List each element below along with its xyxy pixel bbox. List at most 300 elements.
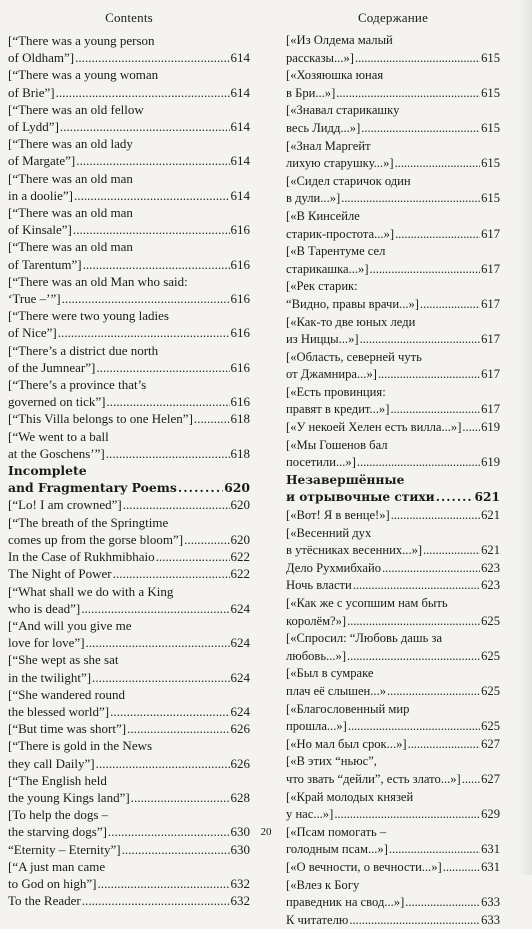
entry-title-line: [«Как же с усопшим нам быть	[286, 596, 448, 610]
entry-title-last-line	[286, 912, 500, 929]
entry-title-line: [«Влез к Богу	[286, 877, 360, 892]
entry-page-number: 616	[230, 325, 250, 341]
entry-title-text: старик-простота...»]	[286, 226, 395, 241]
entry-page-number: 631	[481, 842, 500, 857]
dot-leader	[349, 912, 480, 929]
entry-page-number: 616	[230, 222, 250, 238]
toc-entry	[8, 376, 250, 410]
toc-entry	[8, 135, 250, 169]
page-edge-shadow	[518, 0, 532, 875]
entry-title-last-line	[8, 634, 250, 651]
dot-leader	[336, 85, 480, 103]
entry-title-text: In the Case of Rukhmibhaio	[8, 549, 155, 565]
entry-title-text: в Бри...»]	[286, 85, 336, 100]
entry-title-text: голодным псам...»]	[286, 842, 388, 857]
toc-entry	[286, 384, 500, 419]
entry-title-last-line	[8, 359, 250, 376]
entry-title-last-line	[8, 118, 250, 135]
toc-entry	[286, 102, 500, 137]
dot-leader	[82, 892, 230, 909]
toc-entry	[8, 273, 250, 307]
entry-title-line: [“There was a young woman	[8, 67, 159, 83]
entry-title-last-line	[8, 221, 250, 238]
entry-title-line: [«Есть провинция:	[286, 384, 386, 399]
entry-title-line: [«Благословенный мир	[286, 701, 410, 716]
entry-title-line: [«Край молодых князей	[286, 789, 414, 804]
entry-title-line: [«Из Олдема малый	[286, 33, 393, 47]
entry-page-number: 630	[230, 824, 250, 840]
entry-title-line: [«Знавал старикашку	[286, 103, 400, 118]
entry-title-last-line	[8, 789, 250, 806]
dot-leader	[462, 419, 480, 437]
entry-page-number: 625	[481, 648, 500, 663]
entry-title-text: [“This Villa belongs to one Helen”]	[8, 411, 193, 427]
entry-title-line: [«Хозяюшка юная	[286, 68, 384, 83]
toc-entry	[286, 138, 500, 173]
entry-title-text: любовь...»]	[286, 648, 347, 663]
entry-title-last-line	[286, 454, 500, 472]
entry-page-number: 625	[481, 683, 500, 698]
dot-leader	[378, 366, 480, 384]
entry-page-number: 625	[481, 719, 500, 734]
entry-title-last-line	[8, 548, 250, 565]
entry-title-line: [«Весенний дух	[286, 525, 372, 540]
entry-page-number: 624	[230, 703, 250, 719]
dot-leader	[389, 841, 480, 859]
entry-title-last-line	[8, 290, 250, 307]
dot-leader	[443, 859, 480, 877]
entry-title-last-line	[286, 648, 500, 666]
entry-title-last-line	[286, 85, 500, 103]
entry-page-number: 617	[481, 332, 500, 347]
dot-leader	[110, 703, 229, 720]
entry-page-number: 627	[481, 736, 500, 751]
entry-title-text: of Oldham”]	[8, 50, 75, 66]
entry-page-number: 619	[481, 420, 500, 435]
toc-entries	[8, 32, 250, 909]
entry-page-number: 633	[481, 895, 500, 910]
dot-leader	[370, 261, 481, 279]
entry-title-text: прошла...»]	[286, 719, 347, 734]
dot-leader	[391, 507, 480, 525]
entry-title-text: The Night of Power	[8, 566, 112, 582]
entry-page-number: 614	[230, 50, 250, 66]
entry-title-last-line	[8, 445, 250, 462]
entry-title-line: [“And will you give me	[8, 617, 132, 633]
entry-title-text: of Lydd”]	[8, 119, 59, 135]
toc-entry	[286, 877, 500, 912]
entry-title-last-line	[8, 669, 250, 686]
dot-leader	[106, 445, 230, 462]
entry-title-text: of Brie”]	[8, 84, 55, 100]
entry-title-last-line	[286, 577, 500, 595]
dot-leader	[347, 648, 480, 666]
entry-title-last-line	[286, 155, 500, 173]
entry-title-text: and Fragmentary Poems	[8, 480, 177, 496]
entry-title-line: [“A just man came	[8, 858, 106, 874]
entry-title-text: посетили...»]	[286, 455, 356, 470]
toc-entry	[8, 204, 250, 238]
dot-leader	[405, 894, 480, 912]
dot-leader	[184, 531, 229, 548]
entry-title-text: of Tarentum”]	[8, 256, 82, 272]
entry-page-number: 621	[474, 490, 500, 505]
toc-entry	[8, 342, 250, 376]
entry-title-text: плач её слышен...»	[286, 683, 387, 698]
entry-title-last-line	[286, 401, 500, 419]
entry-title-line: [“She wandered round	[8, 686, 125, 702]
dot-leader	[353, 577, 480, 595]
dot-leader	[97, 875, 229, 892]
entry-page-number: 616	[230, 291, 250, 307]
entry-page-number: 633	[481, 912, 500, 927]
entry-title-line: [«Спросил: “Любовь дашь за	[286, 631, 443, 646]
dot-leader	[436, 489, 474, 507]
entry-page-number: 632	[230, 875, 250, 891]
entry-page-number: 624	[230, 635, 250, 651]
entry-title-line: [“The English held	[8, 772, 107, 788]
entry-title-line: [«Мы Гошенов бал	[286, 437, 388, 452]
entry-title-text: who is dead”]	[8, 600, 81, 616]
entry-title-text: Ночь власти	[286, 578, 352, 593]
entry-title-text: королём?»]	[286, 613, 347, 628]
entry-title-line: [“There’s a district due north	[8, 342, 159, 358]
entry-title-line: [“There was a young person	[8, 33, 155, 48]
toc-entry	[286, 278, 500, 313]
toc-entry	[8, 686, 250, 720]
toc-entry	[286, 912, 500, 929]
entry-title-last-line	[286, 613, 500, 631]
entry-title-line: [«В этих “ньюс”,	[286, 754, 377, 769]
toc-entry	[286, 701, 500, 736]
entry-page-number: 614	[230, 187, 250, 203]
entry-title-line: [“There’s a province that’s	[8, 377, 147, 393]
dot-leader	[73, 221, 230, 238]
entry-title-text: “Eternity – Eternity”]	[8, 841, 121, 857]
entry-title-text: of the Jumnear”]	[8, 359, 96, 375]
entry-title-line: [“There is gold in the News	[8, 738, 153, 754]
column-title: Contents	[105, 10, 153, 25]
entry-title-line: [“There was an old man	[8, 170, 133, 186]
entry-page-number: 629	[481, 807, 500, 822]
toc-entry	[286, 665, 500, 700]
toc-entry	[286, 630, 500, 665]
entry-title-last-line	[8, 410, 250, 427]
entry-title-last-line	[286, 560, 500, 578]
entry-title-line: [“The breath of the Springtime	[8, 514, 169, 530]
entry-title-text: [«Вот! Я в венце!»]	[286, 508, 390, 523]
entry-title-line: [«Как-то две юных леди	[286, 314, 416, 329]
toc-entry	[8, 428, 250, 462]
entry-title-line: [“There was an old man	[8, 205, 133, 221]
toc-entry	[286, 419, 500, 437]
entry-title-text: в дули...»]	[286, 191, 341, 206]
entry-title-text: [«О вечности, о вечности...»]	[286, 859, 442, 874]
dot-leader	[355, 50, 480, 68]
toc-entry	[286, 525, 500, 560]
toc-entry	[8, 496, 250, 513]
entry-page-number: 622	[230, 549, 250, 565]
entry-page-number: 623	[481, 578, 500, 593]
dot-leader	[131, 789, 230, 806]
entry-title-last-line	[286, 718, 500, 736]
entry-title-text: “Видно, правы врачи...»]	[286, 296, 419, 311]
dot-leader	[395, 226, 480, 244]
entry-title-last-line	[8, 479, 250, 496]
dot-leader	[357, 454, 480, 472]
dot-leader	[83, 256, 230, 273]
entry-page-number: 615	[481, 120, 500, 135]
toc-entry	[8, 720, 250, 737]
entry-title-last-line	[8, 875, 250, 892]
entry-title-last-line	[8, 496, 250, 513]
entry-page-number: 617	[481, 367, 500, 382]
toc-section-heading	[286, 472, 500, 507]
entry-title-line: [“There was an old fellow	[8, 101, 144, 117]
toc-entry	[286, 437, 500, 472]
dot-leader	[348, 718, 480, 736]
toc-entry	[286, 859, 500, 877]
dot-leader	[60, 118, 230, 135]
dot-leader	[178, 479, 223, 496]
entry-page-number: 615	[481, 156, 500, 171]
entry-title-last-line	[286, 507, 500, 525]
entry-title-text: правят в кредит...»]	[286, 402, 390, 417]
entry-title-last-line	[286, 542, 500, 560]
entry-title-last-line	[8, 892, 250, 909]
toc-entry	[8, 514, 250, 548]
entry-title-text: ‘True –’”]	[8, 291, 61, 307]
entry-title-line: [«Знал Маргейт	[286, 138, 371, 153]
entry-page-number: 617	[481, 402, 500, 417]
entry-title-text: К читателю	[286, 912, 349, 927]
entry-title-line: [“She wept as she sat	[8, 652, 119, 668]
toc-entries	[286, 32, 500, 929]
dot-leader	[382, 560, 480, 578]
entry-title-text: Дело Рухмибхайо	[286, 560, 382, 575]
dot-leader	[395, 155, 481, 173]
toc-entry	[286, 507, 500, 525]
entry-title-text: of Margate”]	[8, 153, 76, 169]
entry-title-last-line	[286, 190, 500, 208]
dot-leader	[390, 401, 480, 419]
dot-leader	[156, 548, 230, 565]
entry-title-text: [«У некоей Хелен есть вилла...»]	[286, 420, 462, 435]
page-number: 20	[260, 826, 272, 838]
contents-column-english	[8, 10, 250, 909]
dot-leader	[81, 600, 229, 617]
entry-title-text: [“But time was short”]	[8, 721, 127, 737]
entry-page-number: 624	[230, 669, 250, 685]
entry-title-line: [“What shall we do with a King	[8, 583, 174, 599]
entry-title-line: [«Сидел старичок один	[286, 173, 411, 188]
entry-title-text: to God on high”]	[8, 875, 97, 891]
column-title: Содержание	[357, 10, 429, 25]
entry-title-text: of Kinsale”]	[8, 222, 72, 238]
entry-page-number: 617	[481, 296, 500, 311]
entry-title-last-line	[8, 152, 250, 169]
entry-page-number: 628	[230, 789, 250, 805]
dot-leader	[194, 410, 230, 427]
entry-title-line: [«Псам помогать –	[286, 824, 387, 839]
entry-title-text: лихую старушку...»]	[286, 156, 394, 171]
toc-entry	[286, 560, 500, 578]
entry-title-text: у нас...»]	[286, 807, 334, 822]
toc-entry	[286, 753, 500, 788]
entry-page-number: 626	[230, 721, 250, 737]
entry-page-number: 616	[230, 256, 250, 272]
dot-leader	[76, 152, 229, 169]
entry-title-last-line	[286, 331, 500, 349]
dot-leader	[123, 496, 230, 513]
dot-leader	[58, 324, 230, 341]
entry-page-number: 624	[230, 600, 250, 616]
entry-page-number: 617	[481, 226, 500, 241]
dot-leader	[122, 841, 230, 858]
entry-title-last-line	[8, 841, 250, 858]
entry-title-last-line	[286, 261, 500, 279]
entry-title-text: at the Goschens’”]	[8, 445, 105, 461]
entry-page-number: 614	[230, 119, 250, 135]
entry-page-number: 620	[230, 531, 250, 547]
entry-title-text: the young Kings land”]	[8, 789, 130, 805]
entry-title-text: и отрывочные стихи	[286, 490, 435, 505]
toc-entry	[8, 548, 250, 565]
toc-entry	[8, 307, 250, 341]
toc-entry	[286, 789, 500, 824]
entry-page-number: 627	[481, 771, 500, 786]
dot-leader	[113, 565, 230, 582]
toc-entry	[8, 651, 250, 685]
toc-entry	[286, 32, 500, 67]
dot-leader	[420, 296, 480, 314]
entry-title-line: Незавершённые	[286, 472, 405, 487]
entry-title-text: in the twilight”]	[8, 669, 92, 685]
entry-title-text: из Ниццы...»]	[286, 332, 359, 347]
entry-title-line: [“There was an old man	[8, 239, 133, 255]
entry-title-last-line	[8, 187, 250, 204]
entry-title-last-line	[8, 84, 250, 101]
entry-title-line: [«Область, северней чуть	[286, 349, 422, 364]
dot-leader	[334, 806, 480, 824]
toc-entry	[8, 617, 250, 651]
toc-entry	[8, 101, 250, 135]
dot-leader	[86, 634, 230, 651]
dot-leader	[387, 683, 480, 701]
toc-entry	[8, 772, 250, 806]
toc-entry	[8, 892, 250, 909]
entry-page-number: 630	[230, 841, 250, 857]
entry-title-text: [“Lo! I am crowned”]	[8, 497, 122, 513]
entry-page-number: 622	[230, 566, 250, 582]
entry-title-text: старикашка...»]	[286, 261, 369, 276]
entry-title-text: they call Daily”]	[8, 755, 95, 771]
contents-column-russian	[286, 10, 500, 929]
entry-title-line: [“There were two young ladies	[8, 308, 169, 324]
entry-page-number: 620	[230, 497, 250, 513]
entry-title-last-line	[286, 806, 500, 824]
entry-title-last-line	[286, 120, 500, 138]
entry-title-text: love for love”]	[8, 635, 85, 651]
toc-entry	[8, 170, 250, 204]
dot-leader	[106, 393, 229, 410]
entry-title-line: [«Рек старик:	[286, 279, 358, 294]
dot-leader	[75, 49, 229, 66]
toc-entry	[286, 595, 500, 630]
entry-page-number: 620	[224, 480, 250, 496]
entry-title-text: To the Reader	[8, 893, 81, 909]
entry-title-text: рассказы...»]	[286, 50, 354, 65]
toc-entry	[286, 67, 500, 102]
entry-title-last-line	[8, 720, 250, 737]
entry-page-number: 614	[230, 84, 250, 100]
toc-entry	[8, 583, 250, 617]
dot-leader	[462, 771, 480, 789]
entry-page-number: 615	[481, 191, 500, 206]
toc-entry	[8, 410, 250, 427]
entry-page-number: 615	[481, 85, 500, 100]
entry-page-number: 617	[481, 261, 500, 276]
entry-title-last-line	[8, 565, 250, 582]
entry-page-number: 616	[230, 394, 250, 410]
toc-entry	[286, 314, 500, 349]
dot-leader	[92, 669, 229, 686]
entry-title-last-line	[286, 296, 500, 314]
dot-leader	[74, 187, 230, 204]
entry-page-number: 615	[481, 50, 500, 65]
toc-entry	[8, 238, 250, 272]
entry-title-last-line	[8, 600, 250, 617]
entry-title-text: весь Лидд...»]	[286, 120, 361, 135]
entry-title-last-line	[286, 771, 500, 789]
entry-page-number: 618	[230, 445, 250, 461]
entry-title-text: [«Но мал был срок...»]	[286, 736, 407, 751]
toc-entry	[8, 737, 250, 771]
entry-title-text: от Джамнира...»]	[286, 367, 377, 382]
entry-title-text: праведник на свод...»]	[286, 895, 405, 910]
entry-title-line: [«Был в сумраке	[286, 666, 374, 681]
entry-page-number: 614	[230, 153, 250, 169]
entry-title-last-line	[8, 531, 250, 548]
toc-entry	[8, 565, 250, 582]
toc-section-heading	[8, 462, 250, 496]
entry-page-number: 625	[481, 613, 500, 628]
entry-title-last-line	[8, 703, 250, 720]
dot-leader	[127, 720, 229, 737]
toc-entry	[286, 577, 500, 595]
entry-page-number: 621	[481, 543, 500, 558]
entry-page-number: 621	[481, 508, 500, 523]
entry-page-number: 623	[481, 560, 500, 575]
toc-entry	[286, 173, 500, 208]
entry-title-text: comes up from the gorse bloom”]	[8, 531, 184, 547]
entry-title-last-line	[8, 393, 250, 410]
dot-leader	[341, 190, 480, 208]
entry-title-last-line	[286, 683, 500, 701]
toc-entry	[8, 66, 250, 100]
entry-title-last-line	[286, 50, 500, 68]
entry-title-last-line	[8, 49, 250, 66]
entry-title-last-line	[8, 324, 250, 341]
entry-title-text: governed on tick”]	[8, 394, 106, 410]
entry-title-text: что звать “дейли”, есть злато...»]	[286, 771, 461, 786]
toc-entry	[8, 32, 250, 66]
entry-page-number: 631	[481, 859, 500, 874]
entry-title-last-line	[286, 859, 500, 877]
entry-title-line: [“We went to a ball	[8, 428, 109, 444]
entry-title-text: of Nice”]	[8, 325, 57, 341]
entry-title-text: the starving dogs”]	[8, 824, 107, 840]
